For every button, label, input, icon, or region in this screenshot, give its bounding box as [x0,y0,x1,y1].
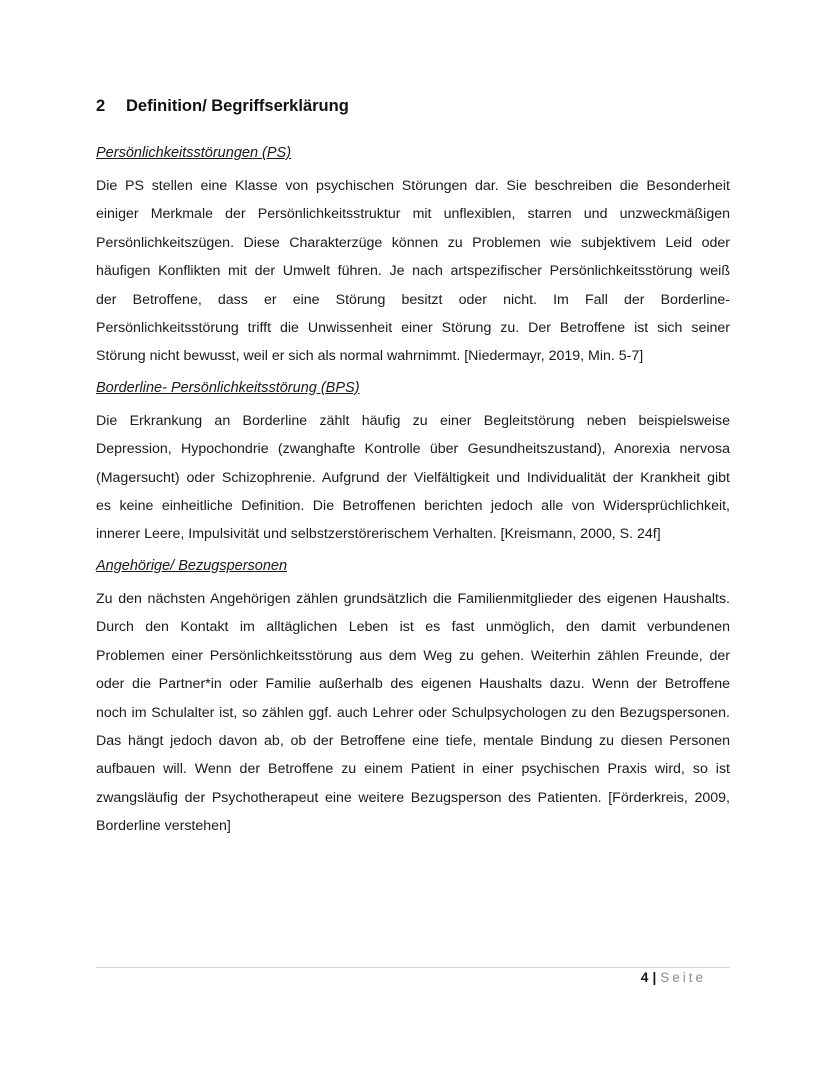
footer-divider [96,967,730,968]
text-line: zwangsläufig der Psychotherapeut eine weitere Bezugsperson des Patienten. [Förderkreis, 2009, [96,789,730,806]
text-line: Die PS stellen eine Klasse von psychischen Störungen dar. Sie beschreiben die Besonderheit [96,178,730,194]
text-line: der Betroffene, dass er eine Störung besitzt oder nicht. Im Fall der Borderline- [96,291,730,308]
subheading-angehoerige: Angehörige/ Bezugspersonen [96,557,288,574]
text-line: Depression, Hypochondrie (zwanghafte Kontrolle über Gesundheitszustand), Anorexia nervosa [96,441,730,458]
subheading-ps: Persönlichkeitsstörungen (PS) [96,145,292,161]
document-body [96,140,730,845]
text-line: Problemen einer Persönlichkeitsstörung aus dem Weg zu gehen. Weiterhin zählen Freunde, der [96,647,730,664]
text-line: Zu den nächsten Angehörigen zählen grundsätzlich die Familienmitglieder des eigenen Haushalts. [96,590,730,607]
text-line: aufbauen will. Wenn der Betroffene zu einem Patient in einer psychischen Praxis wird, so ist [96,761,730,778]
section-number: 2 [96,97,106,115]
page-number: 4 [640,970,649,985]
subheading-bps: Borderline- Persönlichkeitsstörung (BPS) [96,379,360,396]
text-line: oder die Partner*in oder Familie außerhalb des eigenen Haushalts dazu. Wenn der Betroffene [96,676,730,693]
section-title: Definition/ Begriffserklärung [126,97,349,115]
footer-separator: | [652,970,657,985]
text-line: innerer Leere, Impulsivität und selbstzerstörerischem Verhalten. [Kreismann, 2000, S. 24f] [96,526,661,543]
text-line: Borderline verstehen] [96,818,231,835]
section-heading [96,97,349,116]
text-line: Das hängt jedoch davon ab, ob der Betroffene eine tiefe, mentale Bindung zu diesen Personen [96,732,730,749]
text-line: Persönlichkeitsstörung trifft die Unwissenheit einer Störung zu. Der Betroffene ist sich seiner [96,320,730,337]
text-line: noch im Schulalter ist, so zählen ggf. auch Lehrer oder Schulpsychologen zu den Bezugspersonen. [96,704,730,721]
text-line: Störung nicht bewusst, weil er sich als normal wahrnimmt. [Niedermayr, 2019, Min. 5-7] [96,348,644,365]
text-line: (Magersucht) oder Schizophrenie. Aufgrund der Vielfältigkeit und Individualität der Krankheit gibt [96,469,730,486]
text-line: häufigen Konflikten mit der Umwelt führen. Je nach artspezifischer Persönlichkeitsstörung weiß [96,263,730,280]
page-label: Seite [660,970,706,985]
paragraph-bps [96,407,730,549]
text-line: Durch den Kontakt im alltäglichen Leben ist es fast unmöglich, den damit verbundenen [96,619,730,636]
paragraph-ps [96,172,730,371]
text-line: Persönlichkeitszügen. Diese Charakterzüge können zu Problemen wie subjektivem Leid oder [96,234,730,251]
paragraph-angehoerige [96,585,730,841]
text-line: es keine einheitliche Definition. Die Betroffenen berichten jedoch alle von Widersprüchlichkeit, [96,498,730,515]
page-footer [641,970,706,985]
text-line: Die Erkrankung an Borderline zählt häufig zu einer Begleitstörung neben beispielsweise [96,412,730,429]
text-line: einiger Merkmale der Persönlichkeitsstruktur mit unflexiblen, starren und unzweckmäßigen [96,206,730,223]
